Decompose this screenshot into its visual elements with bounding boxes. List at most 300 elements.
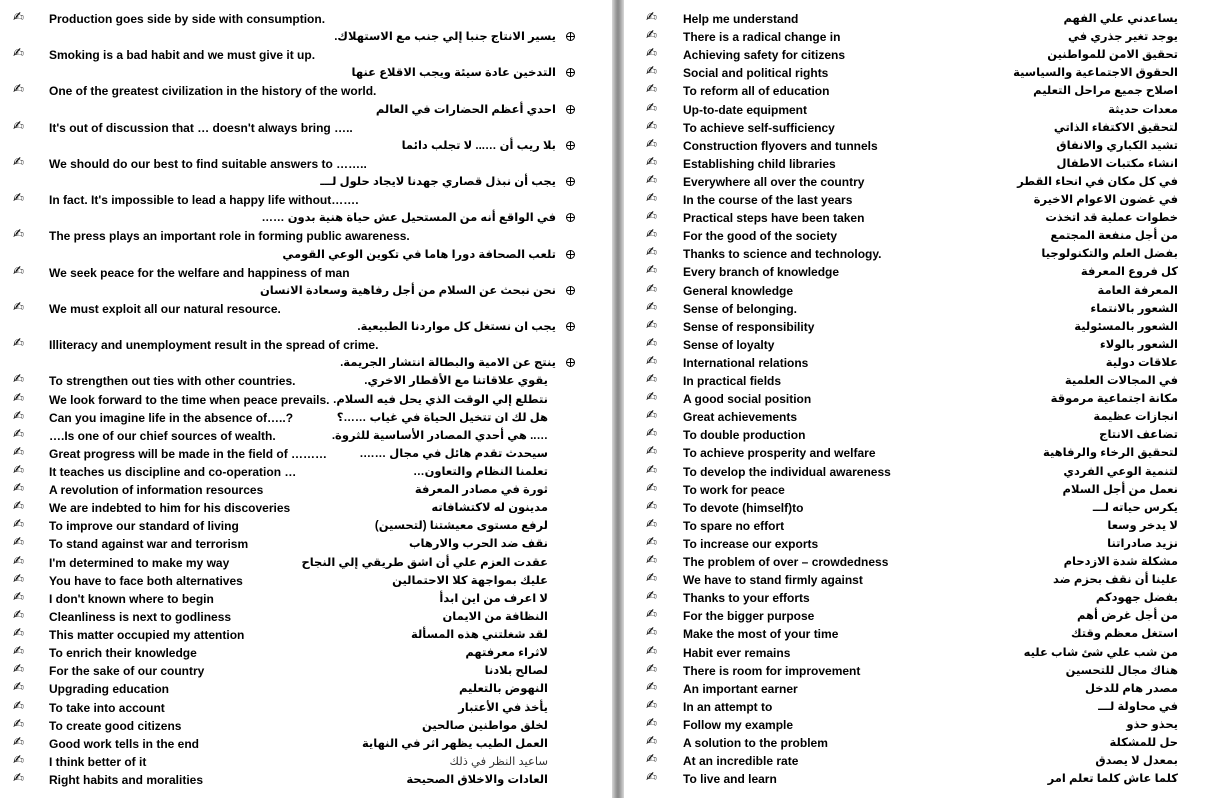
phrase-translation-row	[0, 64, 612, 82]
arabic-phrase: في غضون الاعوام الاخيرة	[1033, 194, 1178, 206]
phrase-row	[624, 770, 1208, 788]
hand-mark-icon: ✍	[13, 444, 24, 460]
arabic-phrase: يكرس حياته لـــ	[1092, 501, 1178, 514]
phrase-row	[624, 119, 1208, 137]
phrase-row	[624, 589, 1208, 607]
english-phrase: In an attempt to	[683, 699, 773, 714]
arabic-phrase: لتحقيق الرخاء والرفاهية	[1043, 447, 1178, 460]
hand-mark-icon: ✍	[646, 589, 657, 605]
arabic-phrase: خطوات عملية قد اتخذت	[1045, 212, 1178, 225]
phrase-row	[0, 735, 612, 753]
hand-mark-icon: ✍	[646, 46, 657, 62]
hand-mark-icon: ✍	[13, 390, 24, 406]
phrase-translation-row	[0, 101, 612, 119]
circle-cross-bullet-icon	[566, 250, 575, 259]
phrase-row	[0, 481, 612, 499]
phrase-row	[0, 572, 612, 590]
phrase-row	[624, 137, 1208, 155]
english-phrase: We look forward to the time when peace prevails.	[49, 392, 330, 407]
page-gutter	[612, 0, 624, 798]
hand-mark-icon: ✍	[13, 771, 24, 787]
hand-mark-icon: ✍	[13, 499, 24, 515]
phrase-translation-row	[0, 173, 612, 191]
hand-mark-icon: ✍	[13, 408, 24, 424]
hand-mark-icon: ✍	[13, 680, 24, 696]
arabic-phrase: نحن نبحث عن السلام من أجل رفاهية وسعادة الانسان	[259, 284, 556, 297]
hand-mark-icon: ✍	[646, 263, 657, 279]
english-phrase: I'm determined to make my way	[49, 555, 230, 570]
hand-mark-icon: ✍	[646, 317, 657, 333]
phrase-translation-row	[0, 246, 612, 264]
arabic-phrase: من أجل منفعة المجتمع	[1050, 230, 1178, 243]
arabic-phrase: هناك مجال للتحسين	[1065, 664, 1178, 677]
hand-mark-icon: ✍	[646, 571, 657, 587]
hand-mark-icon: ✍	[646, 82, 657, 98]
arabic-phrase: علاقات دولية	[1105, 356, 1178, 369]
hand-mark-icon: ✍	[646, 10, 657, 25]
hand-mark-icon: ✍	[646, 643, 657, 659]
right-page	[624, 0, 1208, 798]
phrase-row	[624, 408, 1208, 426]
arabic-phrase: يساعدني علي الفهم	[1063, 13, 1178, 25]
circle-cross-bullet-icon	[566, 213, 575, 222]
english-phrase: A revolution of information resources	[49, 483, 264, 498]
arabic-phrase: مصدر هام للدخل	[1084, 682, 1178, 695]
phrase-row	[624, 10, 1208, 28]
english-phrase: Good work tells in the end	[49, 736, 200, 751]
phrase-pair	[0, 227, 612, 245]
phrase-pair	[0, 10, 612, 28]
english-phrase: We are indebted to him for his discoveries	[49, 501, 291, 516]
arabic-phrase: ….. هي أحدي المصادر الأساسية للثروة.	[331, 429, 548, 442]
phrase-row	[0, 771, 612, 789]
phrase-row	[624, 46, 1208, 64]
english-phrase: We have to stand firmly against	[683, 573, 863, 588]
phrase-row	[624, 173, 1208, 191]
hand-mark-icon: ✍	[13, 716, 24, 732]
arabic-phrase: كل فروع المعرفة	[1080, 266, 1178, 279]
arabic-phrase: عقدت العزم علي أن اشق طريقي إلي النجاح	[301, 556, 548, 569]
english-phrase: Production goes side by side with consumption.	[49, 12, 326, 26]
english-phrase: Cleanliness is next to godliness	[49, 609, 232, 624]
english-phrase: Practical steps have been taken	[683, 211, 865, 226]
circle-cross-bullet-icon	[566, 177, 575, 186]
arabic-phrase: كلما عاش كلما تعلم امر	[1047, 773, 1178, 786]
arabic-phrase: يوجد تغير جذري في	[1068, 31, 1178, 44]
arabic-phrase: لصالح بلادنا	[484, 665, 548, 678]
arabic-phrase: لرفع مستوى معيشتنا (لتحسين)	[374, 520, 548, 533]
phrase-row	[624, 191, 1208, 209]
phrase-row	[624, 354, 1208, 372]
english-phrase: Make the most of your time	[683, 627, 839, 642]
english-phrase: For the sake of our country	[49, 664, 205, 679]
english-phrase: For the good of the society	[683, 229, 838, 244]
english-phrase: In practical fields	[683, 374, 782, 388]
phrase-row	[0, 445, 612, 463]
english-phrase: Smoking is a bad habit and we must give it up.	[49, 48, 316, 63]
phrase-row	[624, 481, 1208, 499]
arabic-phrase: تلعب الصحافة دورا هاما في تكوين الوعي القومي	[282, 248, 556, 261]
english-phrase: To spare no effort	[683, 518, 785, 533]
arabic-phrase: لتنمية الوعي الفردي	[1063, 465, 1178, 478]
hand-mark-icon: ✍	[13, 227, 24, 243]
phrase-row	[624, 517, 1208, 535]
arabic-phrase: لاثراء معرفتهم	[465, 647, 548, 660]
circle-cross-bullet-icon	[566, 32, 575, 41]
hand-mark-icon: ✍	[13, 154, 24, 170]
english-phrase: Help me understand	[683, 12, 799, 26]
hand-mark-icon: ✍	[646, 498, 657, 514]
arabic-phrase: حل للمشكلة	[1109, 737, 1178, 749]
phrase-translation-row	[0, 28, 612, 46]
arabic-phrase: يجب أن نبذل قصاري جهدنا لايجاد حلول لـــ	[320, 176, 556, 189]
english-phrase: To double production	[683, 428, 806, 443]
phrase-row	[624, 155, 1208, 173]
hand-mark-icon: ✍	[646, 227, 657, 243]
arabic-phrase: تعلمنا النظام والتعاون…	[413, 466, 548, 478]
arabic-phrase: العمل الطيب يظهر اثر في النهاية	[361, 737, 548, 750]
english-phrase: There is room for improvement	[683, 663, 861, 678]
arabic-phrase: عليك بمواجهة كلا الاحتمالين	[392, 574, 548, 587]
phrase-translation-row	[0, 282, 612, 300]
hand-mark-icon: ✍	[13, 191, 24, 207]
english-phrase: Great progress will be made in the field of ………	[49, 446, 328, 461]
phrase-row	[624, 372, 1208, 390]
phrase-row	[624, 463, 1208, 481]
phrase-pair	[0, 46, 612, 64]
hand-mark-icon: ✍	[646, 408, 657, 424]
arabic-phrase: النهوض بالتعليم	[459, 683, 548, 696]
hand-mark-icon: ✍	[646, 172, 657, 188]
arabic-phrase: انشاء مكتبات الاطفال	[1056, 157, 1178, 170]
arabic-phrase: لا اعرف من اين ابدأ	[439, 592, 548, 605]
phrase-row	[0, 644, 612, 662]
english-phrase: A solution to the problem	[683, 736, 828, 750]
arabic-phrase: مدينون له لاكتشافاته	[431, 502, 548, 515]
hand-mark-icon: ✍	[13, 698, 24, 714]
hand-mark-icon: ✍	[13, 481, 24, 497]
phrase-row	[624, 390, 1208, 408]
hand-mark-icon: ✍	[646, 715, 657, 731]
phrase-row	[624, 499, 1208, 517]
phrase-row	[624, 734, 1208, 752]
arabic-phrase: بمعدل لا يصدق	[1095, 755, 1178, 768]
phrase-translation-row	[0, 209, 612, 227]
arabic-phrase: ينتج عن الامية والبطالة انتشار الجريمة.	[340, 357, 556, 370]
phrase-pair	[0, 300, 612, 318]
hand-mark-icon: ✍	[646, 661, 657, 677]
phrase-row	[0, 372, 612, 390]
arabic-phrase: الشعور بالمسئولية	[1074, 320, 1178, 333]
arabic-phrase: مشكلة شدة الازدحام	[1063, 556, 1178, 568]
hand-mark-icon: ✍	[646, 444, 657, 460]
phrase-row	[0, 680, 612, 698]
hand-mark-icon: ✍	[13, 626, 24, 642]
hand-mark-icon: ✍	[646, 64, 657, 80]
phrase-row	[0, 391, 612, 409]
english-phrase: It teaches us discipline and co-operation …	[49, 465, 297, 479]
english-phrase: To strengthen out ties with other countries.	[49, 374, 296, 389]
phrase-row	[624, 28, 1208, 46]
english-phrase: The problem of over – crowdedness	[683, 555, 889, 569]
english-phrase: Great achievements	[683, 410, 798, 425]
phrase-row	[0, 535, 612, 553]
circle-cross-bullet-icon	[566, 105, 575, 114]
arabic-phrase: تشيد الكباري والانفاق	[1056, 139, 1178, 152]
hand-mark-icon: ✍	[646, 299, 657, 315]
hand-mark-icon: ✍	[646, 390, 657, 406]
english-phrase: One of the greatest civilization in the history of the world.	[49, 84, 377, 99]
arabic-phrase: استغل معظم وقتك	[1070, 628, 1178, 641]
arabic-phrase: اصلاح جميع مراحل التعليم	[1033, 85, 1178, 98]
arabic-phrase: لتحقيق الاكتفاء الذاتي	[1053, 121, 1178, 134]
hand-mark-icon: ✍	[13, 299, 24, 315]
hand-mark-icon: ✍	[13, 263, 24, 279]
arabic-phrase: هل لك ان تتخيل الحياة في غياب ……؟	[336, 411, 548, 424]
english-phrase: Up-to-date equipment	[683, 102, 807, 117]
phrase-row	[0, 626, 612, 644]
phrase-pair	[0, 155, 612, 173]
english-phrase: Thanks to science and technology.	[683, 247, 882, 262]
phrase-row	[0, 554, 612, 572]
english-phrase: To achieve prosperity and welfare	[683, 446, 876, 461]
hand-mark-icon: ✍	[646, 534, 657, 550]
phrase-row	[624, 82, 1208, 100]
english-phrase: To enrich their knowledge	[49, 646, 197, 661]
english-phrase: Upgrading education	[49, 682, 169, 697]
arabic-phrase: يأخذ في الأعتبار	[458, 701, 548, 714]
phrase-row	[0, 590, 612, 608]
arabic-phrase: يجب ان نستغل كل مواردنا الطبيعية.	[357, 321, 556, 334]
arabic-phrase: علينا أن نقف بحزم ضد	[1052, 574, 1178, 587]
english-phrase: An important earner	[683, 681, 798, 696]
arabic-phrase: يقوي علاقاتنا مع الأقطار الاخري.	[364, 375, 548, 388]
english-phrase: To stand against war and terrorism	[49, 537, 249, 552]
english-phrase: Sense of belonging.	[683, 301, 798, 316]
hand-mark-icon: ✍	[646, 462, 657, 478]
hand-mark-icon: ✍	[13, 752, 24, 768]
phrase-row	[0, 463, 612, 481]
phrase-row	[624, 426, 1208, 444]
english-phrase: Construction flyovers and tunnels	[683, 138, 878, 153]
phrase-row	[624, 571, 1208, 589]
phrase-row	[624, 444, 1208, 462]
hand-mark-icon: ✍	[13, 607, 24, 623]
hand-mark-icon: ✍	[646, 335, 657, 351]
hand-mark-icon: ✍	[646, 118, 657, 134]
arabic-phrase: في محاولة لـــ	[1098, 700, 1178, 713]
hand-mark-icon: ✍	[13, 82, 24, 98]
hand-mark-icon: ✍	[13, 571, 24, 587]
hand-mark-icon: ✍	[646, 372, 657, 387]
english-phrase: It's out of discussion that … doesn't always bring …..	[49, 120, 353, 135]
phrase-translation-row	[0, 318, 612, 336]
hand-mark-icon: ✍	[646, 553, 657, 568]
english-phrase: Every branch of knowledge	[683, 265, 840, 280]
hand-mark-icon: ✍	[13, 734, 24, 750]
phrase-row	[624, 680, 1208, 698]
circle-cross-bullet-icon	[566, 358, 575, 367]
phrase-translation-row	[0, 354, 612, 372]
arabic-phrase: ثورة في مصادر المعرفة	[414, 484, 548, 497]
hand-mark-icon: ✍	[646, 752, 657, 768]
circle-cross-bullet-icon	[566, 68, 575, 77]
arabic-phrase: مكانة اجتماعية مرموقة	[1050, 393, 1178, 406]
arabic-phrase: الشعور بالانتماء	[1090, 302, 1178, 315]
phrase-row	[624, 263, 1208, 281]
phrase-translation-row	[0, 137, 612, 155]
phrase-row	[624, 101, 1208, 119]
arabic-phrase: بفضل جهودكم	[1095, 592, 1178, 605]
phrase-row	[624, 644, 1208, 662]
english-phrase: Establishing child libraries	[683, 156, 836, 171]
english-phrase: General knowledge	[683, 283, 794, 298]
hand-mark-icon: ✍	[646, 770, 657, 786]
hand-mark-icon: ✍	[13, 118, 24, 134]
arabic-phrase: نتطلع إلي الوقت الذي يحل فيه السلام.	[333, 393, 548, 406]
english-phrase: We should do our best to find suitable answers to ……..	[49, 156, 367, 171]
arabic-phrase: المعرفة العامة	[1097, 284, 1178, 297]
hand-mark-icon: ✍	[13, 372, 24, 388]
hand-mark-icon: ✍	[646, 353, 657, 369]
circle-cross-bullet-icon	[566, 322, 575, 331]
arabic-phrase: التدخين عادة سيئة ويجب الاقلاع عنها	[351, 67, 556, 80]
english-phrase: To reform all of education	[683, 84, 830, 99]
hand-mark-icon: ✍	[646, 607, 657, 623]
phrase-pair	[0, 119, 612, 137]
arabic-phrase: النظافة من الايمان	[442, 610, 548, 623]
hand-mark-icon: ✍	[646, 480, 657, 496]
english-phrase: To live and learn	[683, 772, 777, 787]
arabic-phrase: ساعيد النظر في ذلك	[449, 755, 548, 768]
hand-mark-icon: ✍	[646, 281, 657, 297]
arabic-phrase: من أجل غرض أهم	[1077, 610, 1178, 623]
english-phrase: A good social position	[683, 392, 812, 407]
english-phrase: To take into account	[49, 700, 165, 715]
arabic-phrase: يحذو حذو	[1126, 718, 1178, 731]
hand-mark-icon: ✍	[646, 100, 657, 116]
arabic-phrase: بلا ريب أن …... لا تجلب دائما	[401, 139, 556, 152]
english-phrase: To achieve self-sufficiency	[683, 120, 835, 135]
phrase-row	[624, 318, 1208, 336]
phrase-row	[0, 427, 612, 445]
phrase-row	[624, 716, 1208, 734]
arabic-phrase: في الواقع أنه من المستحيل عش حياة هنية بدون ……	[261, 212, 556, 225]
hand-mark-icon: ✍	[646, 154, 657, 170]
hand-mark-icon: ✍	[646, 209, 657, 225]
english-phrase: Sense of loyalty	[683, 337, 775, 352]
hand-mark-icon: ✍	[646, 679, 657, 695]
phrase-pair	[0, 336, 612, 354]
arabic-phrase: في المجالات العلمية	[1064, 375, 1178, 387]
phrase-row	[0, 608, 612, 626]
arabic-phrase: بفضل العلم والتكنولوجيا	[1041, 248, 1178, 261]
hand-mark-icon: ✍	[13, 589, 24, 605]
english-phrase: I don't known where to begin	[49, 591, 214, 606]
english-phrase: This matter occupied my attention	[49, 628, 245, 643]
phrase-row	[624, 553, 1208, 571]
phrase-pair	[0, 82, 612, 100]
english-phrase: Achieving safety for citizens	[683, 48, 846, 63]
english-phrase: In the course of the last years	[683, 193, 853, 207]
phrase-row	[624, 698, 1208, 716]
english-phrase: Can you imagine life in the absence of…..?	[49, 410, 294, 425]
phrase-row	[0, 409, 612, 427]
hand-mark-icon: ✍	[646, 28, 657, 44]
arabic-phrase: نقف ضد الحرب والارهاب	[408, 538, 548, 551]
hand-mark-icon: ✍	[646, 697, 657, 713]
hand-mark-icon: ✍	[646, 191, 657, 206]
hand-mark-icon: ✍	[646, 516, 657, 532]
arabic-phrase: في كل مكان في انحاء القطر	[1017, 175, 1178, 188]
english-phrase: The press plays an important role in forming public awareness.	[49, 229, 410, 244]
phrase-row	[624, 662, 1208, 680]
arabic-phrase: تضاعف الانتاج	[1099, 429, 1178, 442]
arabic-phrase: معدات حديثة	[1108, 103, 1178, 116]
english-phrase: At an incredible rate	[683, 754, 799, 769]
circle-cross-bullet-icon	[566, 141, 575, 150]
phrase-row	[624, 64, 1208, 82]
english-phrase: You have to face both alternatives	[49, 573, 243, 588]
english-phrase: Illiteracy and unemployment result in the spread of crime.	[49, 338, 379, 353]
english-phrase: For the bigger purpose	[683, 609, 815, 624]
hand-mark-icon: ✍	[13, 46, 24, 62]
phrase-row	[624, 282, 1208, 300]
english-phrase: Social and political rights	[683, 66, 829, 81]
phrase-row	[0, 699, 612, 717]
english-phrase: International relations	[683, 355, 809, 370]
english-phrase: Right habits and moralities	[49, 773, 204, 788]
arabic-phrase: انجازات عظيمة	[1093, 411, 1178, 424]
phrase-row	[0, 517, 612, 535]
english-phrase: To work for peace	[683, 482, 785, 497]
phrase-row	[624, 607, 1208, 625]
phrase-row	[624, 625, 1208, 643]
arabic-phrase: لا يدخر وسعا	[1107, 519, 1178, 532]
phrase-row	[624, 752, 1208, 770]
hand-mark-icon: ✍	[13, 463, 24, 478]
hand-mark-icon: ✍	[13, 517, 24, 533]
english-phrase: We seek peace for the welfare and happiness of man	[49, 265, 350, 280]
english-phrase: To devote (himself)to	[683, 500, 804, 515]
arabic-phrase: نزيد صادراتنا	[1107, 537, 1178, 550]
hand-mark-icon: ✍	[646, 734, 657, 749]
arabic-phrase: سيحدث تقدم هائل في مجال …….	[359, 447, 548, 460]
english-phrase: Thanks to your efforts	[683, 591, 810, 606]
phrase-row	[624, 535, 1208, 553]
hand-mark-icon: ✍	[13, 644, 24, 660]
arabic-phrase: تحقيق الامن للمواطنين	[1047, 49, 1178, 62]
english-phrase: ….Is one of our chief sources of wealth.	[49, 428, 276, 443]
arabic-phrase: من شب علي شئ شاب عليه	[1023, 646, 1178, 659]
english-phrase: In fact. It's impossible to lead a happy life without…….	[49, 193, 359, 208]
phrase-row	[0, 499, 612, 517]
hand-mark-icon: ✍	[13, 553, 24, 569]
english-phrase: To improve our standard of living	[49, 519, 239, 534]
english-phrase: Everywhere all over the country	[683, 174, 865, 189]
english-phrase: Habit ever remains	[683, 645, 791, 660]
hand-mark-icon: ✍	[13, 10, 24, 25]
english-phrase: Sense of responsibility	[683, 319, 815, 334]
arabic-phrase: نعمل من أجل السلام	[1062, 483, 1178, 496]
arabic-phrase: العادات والاخلاق الصحيحة	[406, 774, 548, 787]
hand-mark-icon: ✍	[646, 625, 657, 641]
arabic-phrase: لخلق مواطنين صالحين	[422, 719, 548, 732]
english-phrase: We must exploit all our natural resource.	[49, 301, 281, 316]
arabic-phrase: احدي أعظم الحضارات في العالم	[375, 103, 556, 116]
english-phrase: To develop the individual awareness	[683, 464, 891, 479]
hand-mark-icon: ✍	[13, 535, 24, 551]
